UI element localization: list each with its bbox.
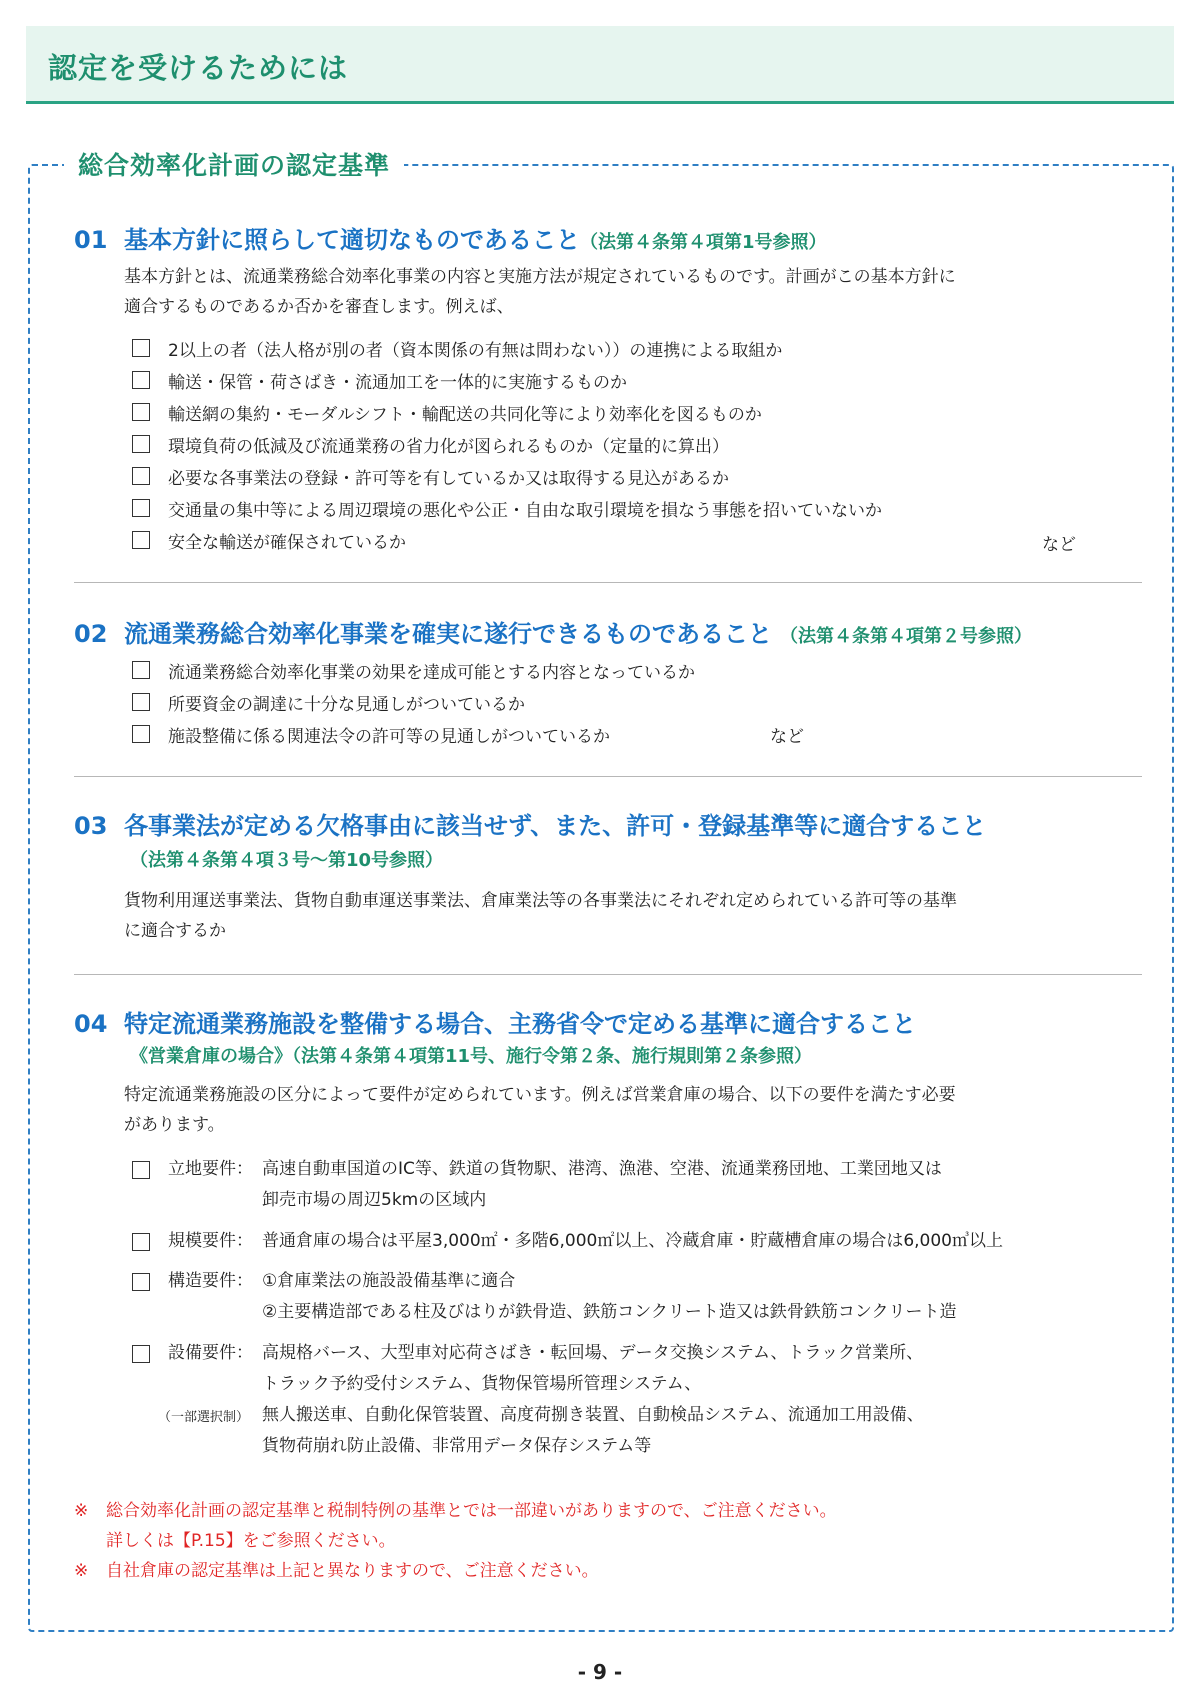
checkbox[interactable] xyxy=(132,499,150,517)
requirement-label: 立地要件： xyxy=(168,1159,253,1179)
partial-selection-note: （一部選択制） xyxy=(158,1410,250,1425)
requirement-line: トラック予約受付システム、貨物保管場所管理システム、 xyxy=(262,1374,702,1394)
section-03-reference: （法第４条第４項３号～第10号参照） xyxy=(130,850,444,871)
section-01-heading xyxy=(74,220,827,255)
note-mark: ※ xyxy=(74,1501,89,1521)
section-divider xyxy=(74,582,1142,583)
section-01-intro xyxy=(124,262,956,322)
checkbox[interactable] xyxy=(132,467,150,485)
section-02-heading xyxy=(74,614,1032,649)
requirement-line: 高規格バース、大型車対応荷さばき・転回場、データ交換システム、トラック営業所、 xyxy=(262,1343,924,1363)
checkbox[interactable] xyxy=(132,1161,150,1179)
page-number: - 9 - xyxy=(577,1660,623,1684)
requirement-label: 規模要件： xyxy=(168,1231,253,1251)
section-02-etc: など xyxy=(770,727,804,747)
note-mark: ※ xyxy=(74,1561,89,1581)
intro-line: に適合するか xyxy=(124,921,226,941)
checklist-item-text: 環境負荷の低減及び流通業務の省力化が図られるものか（定量的に算出） xyxy=(168,437,729,457)
checklist-item-text: 2以上の者（法人格が別の者（資本関係の有無は問わない））の連携による取組か xyxy=(168,341,783,361)
section-divider xyxy=(74,776,1142,777)
section-01-etc: など xyxy=(1042,535,1076,555)
section-title: 特定流通業務施設を整備する場合、主務省令で定める基準に適合すること xyxy=(124,1010,916,1038)
section-number: 01 xyxy=(74,226,108,254)
requirement-text xyxy=(262,1338,924,1462)
checklist-item-text: 所要資金の調達に十分な見通しがついているか xyxy=(168,695,525,715)
note-item xyxy=(74,1556,837,1586)
checkbox[interactable] xyxy=(132,725,150,743)
section-title: 基本方針に照らして適切なものであること xyxy=(124,226,580,254)
requirement-line: 無人搬送車、自動化保管装置、高度荷捌き装置、自動検品システム、流通加工用設備、 xyxy=(262,1405,924,1425)
note-text: 自社倉庫の認定基準は上記と異なりますので、ご注意ください。 xyxy=(106,1561,599,1581)
intro-line: 基本方針とは、流通業務総合効率化事業の内容と実施方法が規定されているものです。計画がこの基本方針に xyxy=(124,267,956,287)
section-number: 02 xyxy=(74,620,108,648)
checklist-item-text: 交通量の集中等による周辺環境の悪化や公正・自由な取引環境を損なう事態を招いていないか xyxy=(168,501,882,521)
checkbox[interactable] xyxy=(132,403,150,421)
requirement-label: 設備要件： xyxy=(168,1343,253,1363)
checklist-item-text: 流通業務総合効率化事業の効果を達成可能とする内容となっているか xyxy=(168,663,695,683)
checklist-item-text: 輸送網の集約・モーダルシフト・輸配送の共同化等により効率化を図るものか xyxy=(168,405,762,425)
section-03-heading xyxy=(74,806,986,841)
section-03-intro xyxy=(124,886,957,946)
requirement-line: ①倉庫業法の施設設備基準に適合 xyxy=(262,1271,516,1291)
checkbox[interactable] xyxy=(132,1233,150,1251)
frame-title-wrap xyxy=(64,146,404,182)
checklist-item-text: 施設整備に係る関連法令の許可等の見通しがついているか xyxy=(168,727,610,747)
checkbox[interactable] xyxy=(132,435,150,453)
checkbox[interactable] xyxy=(132,339,150,357)
requirement-text xyxy=(262,1226,1003,1257)
section-04-reference: 《営業倉庫の場合》（法第４条第４項第11号、施行令第２条、施行規則第２条参照） xyxy=(130,1046,813,1067)
requirement-line: 普通倉庫の場合は平屋3,000㎡・多階6,000㎡以上、冷蔵倉庫・貯蔵槽倉庫の場合は6,000㎥以上 xyxy=(262,1231,1004,1251)
page-header xyxy=(26,26,1174,104)
requirement-text xyxy=(262,1266,957,1328)
intro-line: 貨物利用運送事業法、貨物自動車運送事業法、倉庫業法等の各事業法にそれぞれ定められている許可等の基準 xyxy=(124,891,957,911)
note-item xyxy=(74,1496,837,1526)
notes xyxy=(74,1496,837,1586)
checkbox[interactable] xyxy=(132,371,150,389)
section-title: 各事業法が定める欠格事由に該当せず、また、許可・登録基準等に適合すること xyxy=(124,812,987,840)
section-04-heading xyxy=(74,1004,916,1039)
note-item-continuation: 詳しくは【P.15】をご参照ください。 xyxy=(106,1531,396,1551)
page-title: 認定を受けるためには xyxy=(48,51,349,85)
section-04-intro xyxy=(124,1080,956,1140)
checkbox[interactable] xyxy=(132,531,150,549)
checkbox[interactable] xyxy=(132,1273,150,1291)
checklist-item-text: 安全な輸送が確保されているか xyxy=(168,533,406,553)
section-divider xyxy=(74,974,1142,975)
requirement-line: 高速自動車国道のIC等、鉄道の貨物駅、港湾、漁港、空港、流通業務団地、工業団地又は xyxy=(262,1159,942,1179)
frame-title: 総合効率化計画の認定基準 xyxy=(78,151,391,180)
intro-line: 適合するものであるか否かを審査します。例えば、 xyxy=(124,297,514,317)
section-number: 03 xyxy=(74,812,108,840)
section-reference: （法第４条第４項第２号参照） xyxy=(780,626,1032,647)
requirement-line: 卸売市場の周辺5kmの区域内 xyxy=(262,1190,487,1210)
checklist-item-text: 輸送・保管・荷さばき・流通加工を一体的に実施するものか xyxy=(168,373,627,393)
checkbox[interactable] xyxy=(132,1345,150,1363)
section-number: 04 xyxy=(74,1010,108,1038)
requirement-line: 貨物荷崩れ防止設備、非常用データ保存システム等 xyxy=(262,1436,652,1456)
checkbox[interactable] xyxy=(132,661,150,679)
checkbox[interactable] xyxy=(132,693,150,711)
requirement-line: ②主要構造部である柱及びはりが鉄骨造、鉄筋コンクリート造又は鉄骨鉄筋コンクリート造 xyxy=(262,1302,957,1322)
requirement-label: 構造要件： xyxy=(168,1271,253,1291)
intro-line: があります。 xyxy=(124,1115,225,1135)
intro-line: 特定流通業務施設の区分によって要件が定められています。例えば営業倉庫の場合、以下の要件を満たす必要 xyxy=(124,1085,956,1105)
requirement-text xyxy=(262,1154,942,1216)
checklist-item-text: 必要な各事業法の登録・許可等を有しているか又は取得する見込があるか xyxy=(168,469,729,489)
note-text: 総合効率化計画の認定基準と税制特例の基準とでは一部違いがありますので、ご注意ください。 xyxy=(106,1501,837,1521)
section-title: 流通業務総合効率化事業を確実に遂行できるものであること xyxy=(124,620,772,648)
section-reference: （法第４条第４項第1号参照） xyxy=(580,232,827,253)
